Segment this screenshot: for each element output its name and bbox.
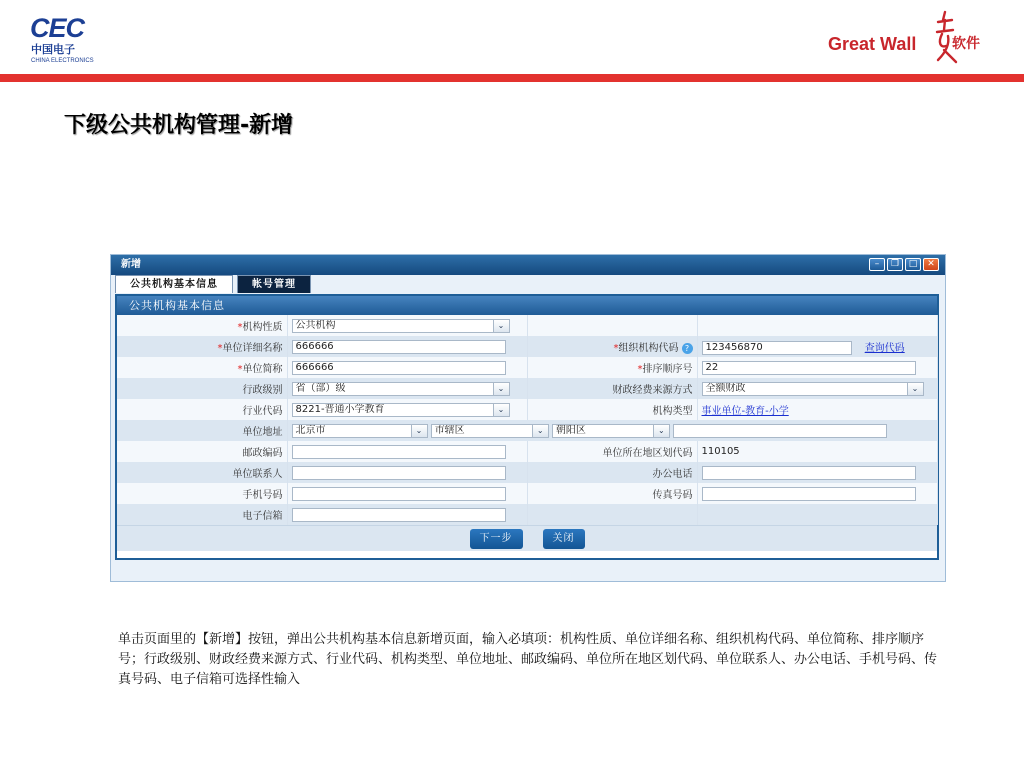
label-dwjc: *单位简称 [117, 357, 287, 378]
header-red-bar [0, 74, 1024, 82]
hydm-select[interactable]: 8221-普通小学教育 ⌄ [292, 403, 510, 417]
greatwall-logo-soft: 软件 [952, 36, 980, 52]
form-row [117, 336, 937, 357]
cec-logo [30, 14, 100, 66]
qhdm-value: 110105 [701, 446, 740, 457]
form-row [117, 483, 937, 504]
form-row [117, 357, 937, 378]
cell-czjf [697, 378, 937, 399]
form-row [117, 420, 937, 441]
czhm-input[interactable] [702, 487, 916, 501]
label-sjhm: 手机号码 [117, 483, 287, 504]
label-hydm: 行业代码 [117, 399, 287, 420]
cell-dwdz [287, 420, 937, 441]
province-select[interactable]: 北京市 ⌄ [292, 424, 428, 438]
chevron-down-icon[interactable]: ⌄ [493, 383, 509, 395]
form-row [117, 462, 937, 483]
district-select[interactable]: 朝阳区 ⌄ [552, 424, 670, 438]
window-titlebar [111, 255, 945, 275]
label-yzbm: 邮政编码 [117, 441, 287, 462]
bgdh-input[interactable] [702, 466, 916, 480]
window-controls [869, 258, 939, 271]
cell-dzxx [287, 504, 527, 525]
address-detail-input[interactable] [673, 424, 887, 438]
cell-qhdm [697, 441, 937, 462]
chevron-down-icon[interactable]: ⌄ [493, 320, 509, 332]
greatwall-logo [828, 8, 1008, 68]
label-pxsxh: *排序顺序号 [527, 357, 697, 378]
cell-pxsxh [697, 357, 937, 378]
form-row [117, 378, 937, 399]
label-xzjb: 行政级别 [117, 378, 287, 399]
label-dzxx: 电子信箱 [117, 504, 287, 525]
tab-account-management[interactable]: 帐号管理 [237, 275, 311, 293]
cell-czhm [697, 483, 937, 504]
slide-caption: 单击页面里的【新增】按钮，弹出公共机构基本信息新增页面，输入必填项：机构性质、单位详细名称、组织机构代码、单位简称、排序顺序号；行政级别、财政经费来源方式、行业代码、机构类型、单位地址、邮政编码、单位所在地区划代码、单位联系人、办公电话、手机号码、传真号码、电子信箱可选择性输入 [118, 632, 938, 687]
window-title: 新增 [121, 259, 141, 270]
cec-logo-word: CEC [30, 13, 85, 43]
xzjb-select[interactable]: 省（部）级 ⌄ [292, 382, 510, 396]
cec-logo-cn: 中国电子 [31, 43, 75, 56]
next-step-button[interactable]: 下一步 [470, 529, 523, 549]
empty-label [527, 504, 697, 525]
label-qhdm: 单位所在地区划代码 [527, 441, 697, 462]
label-dwxxmc: *单位详细名称 [117, 336, 287, 357]
dialog-window [110, 254, 946, 582]
czjf-select[interactable]: 全额财政 ⌄ [702, 382, 924, 396]
cell-xzjb [287, 378, 527, 399]
button-row [117, 525, 937, 551]
cell-dwjc [287, 357, 527, 378]
dzxx-input[interactable] [292, 508, 506, 522]
label-bgdh: 办公电话 [527, 462, 697, 483]
dwjc-input[interactable]: 666666 [292, 361, 506, 375]
form-row [117, 504, 937, 525]
lxr-input[interactable] [292, 466, 506, 480]
cell-jgxz [287, 315, 527, 336]
label-lxr: 单位联系人 [117, 462, 287, 483]
cell-yzbm [287, 441, 527, 462]
label-czhm: 传真号码 [527, 483, 697, 504]
chevron-down-icon[interactable]: ⌄ [532, 425, 548, 437]
pxsxh-input[interactable]: 22 [702, 361, 916, 375]
form-row [117, 315, 937, 336]
dwxxmc-input[interactable]: 666666 [292, 340, 506, 354]
jglx-link[interactable]: 事业单位-教育-小学 [701, 406, 789, 417]
cell-hydm [287, 399, 527, 420]
label-dwdz: 单位地址 [117, 420, 287, 441]
city-select[interactable]: 市辖区 ⌄ [431, 424, 549, 438]
cell-lxr [287, 462, 527, 483]
cell-sjhm [287, 483, 527, 504]
greatwall-logo-text: Great Wall [828, 34, 917, 54]
cell-jglx [697, 399, 937, 420]
empty-cell [697, 315, 937, 336]
empty-cell [697, 504, 937, 525]
form-row [117, 399, 937, 420]
query-code-link[interactable]: 查询代码 [864, 342, 905, 354]
restore-icon[interactable]: ❐ [887, 258, 903, 271]
yzbm-input[interactable] [292, 445, 506, 459]
help-icon[interactable]: ? [682, 343, 693, 354]
cec-logo-en: CHINA ELECTRONICS [31, 58, 94, 64]
chevron-down-icon[interactable]: ⌄ [907, 383, 923, 395]
jgxz-select[interactable]: 公共机构 ⌄ [292, 319, 510, 333]
info-form [117, 315, 938, 525]
cell-zzjgdm [697, 336, 937, 357]
minimize-icon[interactable]: – [869, 258, 885, 271]
chevron-down-icon[interactable]: ⌄ [493, 404, 509, 416]
form-row [117, 441, 937, 462]
tab-bar [115, 275, 311, 295]
form-panel [115, 294, 939, 560]
label-zzjgdm: *组织机构代码 ? [527, 336, 697, 357]
cell-dwxxmc [287, 336, 527, 357]
cell-bgdh [697, 462, 937, 483]
slide-title: 下级公共机构管理-新增 [64, 113, 294, 138]
label-jglx: 机构类型 [527, 399, 697, 420]
label-jgxz: *机构性质 [117, 315, 287, 336]
label-czjf: 财政经费来源方式 [527, 378, 697, 399]
zzjgdm-input[interactable]: 123456870 [702, 341, 852, 355]
panel-title: 公共机构基本信息 [117, 296, 937, 315]
close-button[interactable]: 关闭 [543, 529, 585, 549]
empty-label [527, 315, 697, 336]
chevron-down-icon[interactable]: ⌄ [411, 425, 427, 437]
sjhm-input[interactable] [292, 487, 506, 501]
maximize-icon[interactable]: □ [905, 258, 921, 271]
close-icon[interactable]: ✕ [923, 258, 939, 271]
tab-basic-info[interactable]: 公共机构基本信息 [115, 275, 233, 293]
chevron-down-icon[interactable]: ⌄ [653, 425, 669, 437]
